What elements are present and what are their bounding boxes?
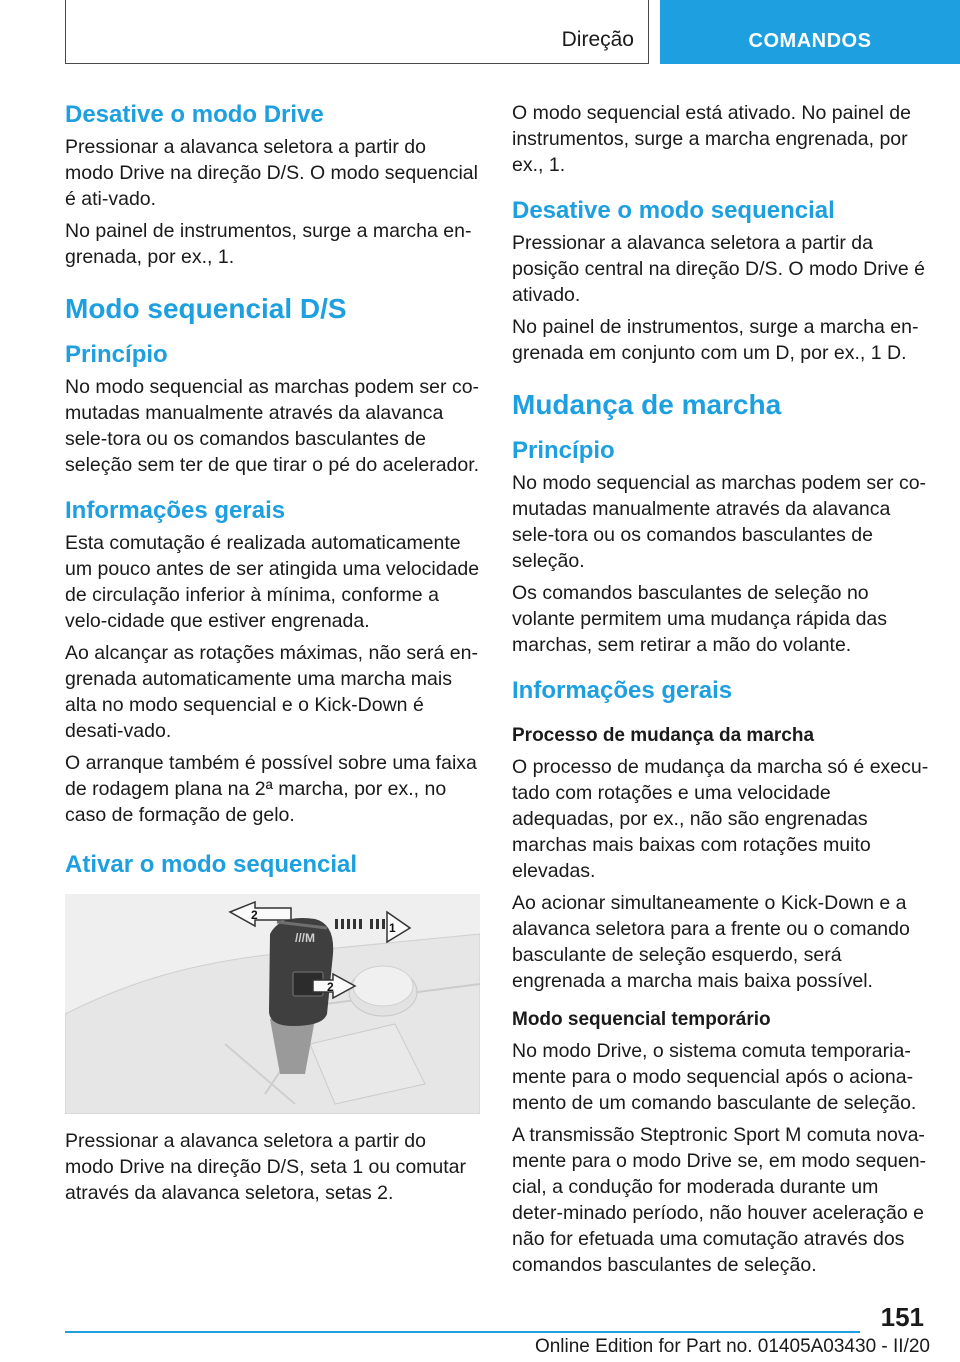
page-number: 151 — [880, 1302, 924, 1332]
figure-caption: Pressionar a alavanca seletora a partir do modo Drive na direção D/S, seta 1 ou comutar através da alavanca seletora, setas 2. — [65, 1130, 467, 1204]
paragraph: O processo de mudança da marcha só é execu‐tado com rotações e uma velocidade adequadas, por ex., não são engrenadas marchas mais baixas com rotações muito elevadas. — [512, 756, 929, 882]
subheading-shift-process: Processo de mudança da marcha — [512, 725, 815, 746]
paragraph: Pressionar a alavanca seletora a partir do modo Drive na direção D/S. O modo sequencial é ati‐vado. — [65, 136, 478, 210]
paragraph: No modo sequencial as marchas podem ser co‐mutadas manualmente através da alavanca sele‐tora ou os comandos basculantes de seleção sem ter de que tirar o pé do acelerador. — [65, 376, 480, 476]
paragraph: O modo sequencial está ativado. No painel de instrumentos, surge a marcha engrenada, por ex., 1. — [512, 102, 911, 176]
chapter-tab-label: COMANDOS — [748, 30, 872, 52]
heading-gear-change: Mudança de marcha — [512, 389, 782, 420]
paragraph: Pressionar a alavanca seletora a partir da posição central na direção D/S. O modo Drive é ativado. — [512, 232, 925, 306]
left-column — [65, 100, 480, 1206]
paragraph: Ao alcançar as rotações máximas, não será en‐grenada automaticamente uma marcha mais alta no modo sequencial e o Kick-Down é desati‐vado. — [65, 642, 478, 742]
paragraph: O arranque também é possível sobre uma faixa de rodagem plana na 2ª marcha, por ex., no caso de formação de gelo. — [65, 752, 477, 826]
paragraph: A transmissão Steptronic Sport M comuta nova‐mente para o modo Drive se, em modo sequen‐cial, a condução for moderada durante um deter‐minado período, não houver aceleração e não for efetuada uma comutação através dos comandos basculantes de seleção. — [512, 1124, 927, 1276]
heading-general-info: Informações gerais — [65, 497, 286, 524]
heading-activate-sequential: Ativar o modo sequencial — [65, 851, 358, 878]
paragraph: No painel de instrumentos, surge a marcha en‐grenada em conjunto com um D, por ex., 1 D. — [512, 316, 919, 364]
footer-edition-text: Online Edition for Part no. 01405A03430 - II/20 — [534, 1336, 930, 1357]
paragraph: Os comandos basculantes de seleção no volante permitem uma mudança rápida das marchas, sem retirar a mão do volante. — [512, 582, 888, 656]
heading-general-info: Informações gerais — [512, 677, 733, 704]
heading-disable-sequential: Desative o modo sequencial — [512, 197, 835, 224]
heading-principle: Princípio — [65, 341, 168, 368]
arrow-1-label: 1 — [389, 921, 396, 935]
heading-disable-drive: Desative o modo Drive — [65, 101, 324, 128]
heading-principle: Princípio — [512, 437, 615, 464]
chapter-tab[interactable] — [660, 0, 960, 64]
arrow-2-top-label: 2 — [251, 908, 258, 922]
paragraph: No painel de instrumentos, surge a marcha en‐grenada, por ex., 1. — [65, 220, 472, 268]
section-title: Direção — [561, 28, 634, 51]
right-column — [512, 100, 932, 1278]
paragraph: No modo sequencial as marchas podem ser co‐mutadas manualmente através da alavanca sele‐tora ou os comandos basculantes de seleção. — [512, 472, 927, 572]
heading-sequential-mode: Modo sequencial D/S — [65, 293, 347, 324]
footer-divider — [65, 1331, 860, 1333]
header-section-box — [65, 0, 649, 64]
arrow-2-bottom-label: 2 — [327, 980, 334, 994]
gear-selector-illustration — [65, 894, 480, 1114]
svg-text:///M: ///M — [295, 931, 315, 945]
paragraph: Esta comutação é realizada automaticamente um pouco antes de ser atingida uma velocidade de circulação inferior à mínima, conforme a velo‐cidade que estiver engrenada. — [65, 532, 480, 632]
paragraph: No modo Drive, o sistema comuta temporaria‐mente para o modo sequencial após o aciona‐mento de um comando basculante de seleção. — [512, 1040, 917, 1114]
subheading-temporary-sequential: Modo sequencial temporário — [512, 1009, 771, 1030]
paragraph: Ao acionar simultaneamente o Kick-Down e a alavanca seletora para a frente ou o comando basculante de seleção esquerdo, será engrenada a marcha mais baixa possível. — [512, 892, 910, 992]
